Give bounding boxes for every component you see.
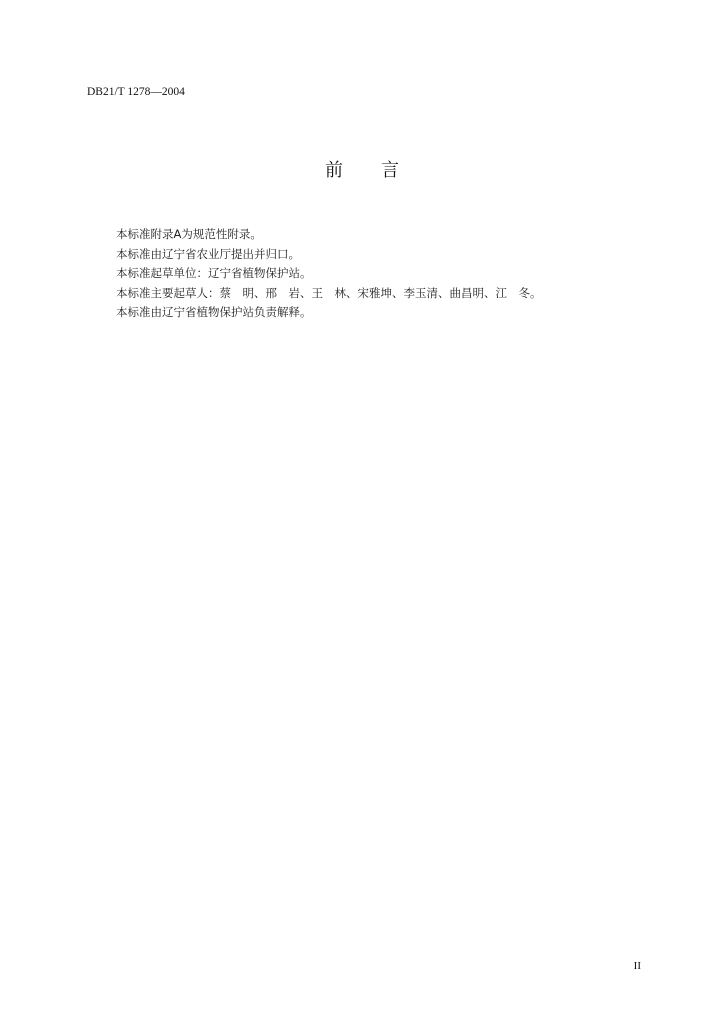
paragraph-interpretation: 本标准由辽宁省植物保护站负责解释。 xyxy=(116,305,312,319)
paragraph-drafting-unit: 本标准起草单位：辽宁省植物保护站。 xyxy=(116,266,312,280)
title-char-2: 言 xyxy=(381,160,399,181)
foreword-body xyxy=(116,225,656,323)
paragraph-appendix: 本标准附录A为规范性附录。 xyxy=(116,227,262,241)
paragraph-drafters: 本标准主要起草人：蔡 明、邢 岩、王 林、宋雅坤、李玉清、曲昌明、江 冬。 xyxy=(116,285,542,300)
document-number: DB21/T 1278—2004 xyxy=(87,86,185,98)
paragraph-proposer: 本标准由辽宁省农业厅提出并归口。 xyxy=(116,246,300,261)
title-char-1: 前 xyxy=(325,160,343,181)
page-title xyxy=(0,156,724,182)
page-number: II xyxy=(633,960,641,972)
